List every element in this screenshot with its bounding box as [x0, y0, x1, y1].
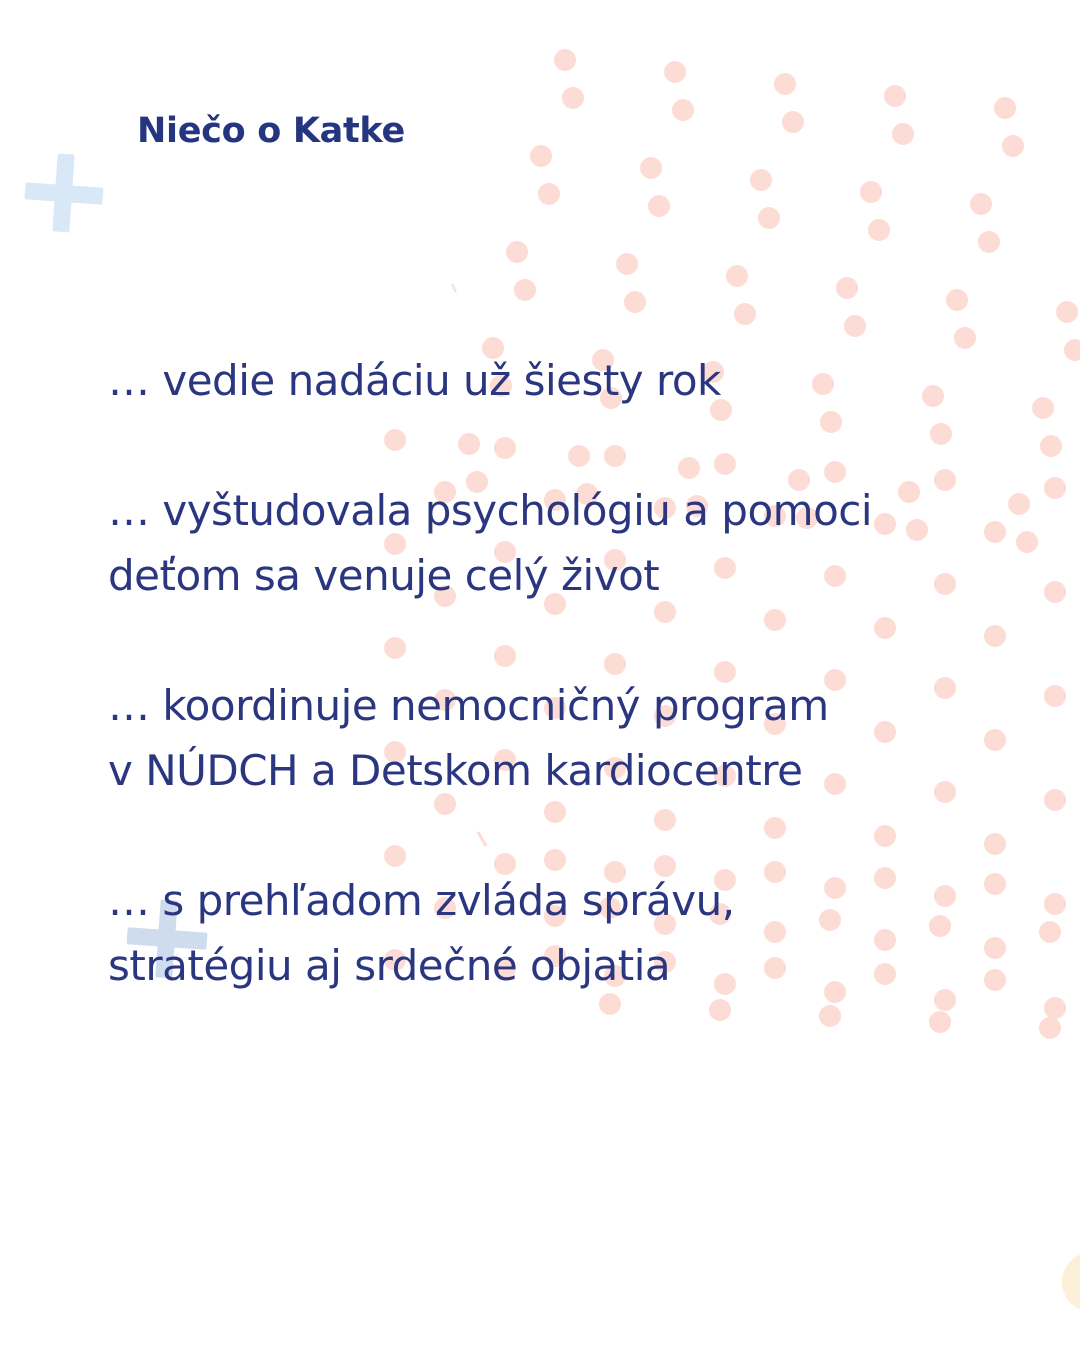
- decorative-dot: [1044, 997, 1066, 1019]
- decorative-dot: [874, 867, 896, 889]
- decorative-dot: [929, 915, 951, 937]
- decorative-dot: [458, 433, 480, 455]
- decorative-dot: [1039, 921, 1061, 943]
- decorative-dot: [874, 513, 896, 535]
- decorative-dot: [892, 123, 914, 145]
- decorative-dot: [874, 825, 896, 847]
- decorative-dot: [554, 49, 576, 71]
- fact-line: deťom sa venuje celý život: [108, 551, 660, 600]
- decorative-dot: [874, 721, 896, 743]
- decorative-dot: [764, 921, 786, 943]
- decorative-dot: [898, 481, 920, 503]
- decorative-dot: [506, 241, 528, 263]
- decorative-dot: [934, 781, 956, 803]
- decorative-dot: [984, 625, 1006, 647]
- decorative-dot: [934, 573, 956, 595]
- decorative-dot: [538, 183, 560, 205]
- decorative-dot: [764, 861, 786, 883]
- fact-line: v NÚDCH a Detskom kardiocentre: [108, 746, 803, 795]
- decorative-dot: [1064, 339, 1080, 361]
- decorative-dot: [860, 181, 882, 203]
- decorative-dot: [934, 677, 956, 699]
- decorative-dot: [1044, 477, 1066, 499]
- decorative-dot: [1044, 893, 1066, 915]
- decorative-dot: [836, 277, 858, 299]
- decorative-dot: [1008, 493, 1030, 515]
- decorative-dot: [934, 469, 956, 491]
- decorative-dot: [946, 289, 968, 311]
- decorative-dot: [984, 833, 1006, 855]
- decorative-dot: [1040, 435, 1062, 457]
- fact-item: [108, 673, 829, 803]
- decorative-dot: [984, 729, 1006, 751]
- decorative-dot: [514, 279, 536, 301]
- decorative-dot: [1044, 581, 1066, 603]
- decorative-dot: [604, 653, 626, 675]
- decorative-dot: [494, 645, 516, 667]
- decorative-dot: [1002, 135, 1024, 157]
- decorative-dot: [624, 291, 646, 313]
- decorative-dot: [1032, 397, 1054, 419]
- decorative-dot: [874, 617, 896, 639]
- decorative-dot: [494, 437, 516, 459]
- decorative-dot: [774, 73, 796, 95]
- fact-line: … vyštudovala psychológiu a pomoci: [108, 486, 873, 535]
- decorative-dot: [764, 817, 786, 839]
- decorative-dot: [868, 219, 890, 241]
- decorative-dot: [530, 145, 552, 167]
- decorative-dot: [568, 445, 590, 467]
- decorative-dot: [922, 385, 944, 407]
- small-accent-mark: [452, 284, 456, 292]
- decorative-dot: [640, 157, 662, 179]
- decorative-dot: [1039, 1017, 1061, 1039]
- decorative-dot: [384, 845, 406, 867]
- decorative-dot: [384, 429, 406, 451]
- decorative-dot: [709, 999, 731, 1021]
- plus-icon: [22, 152, 106, 234]
- fact-line: … vedie nadáciu už šiesty rok: [108, 356, 721, 405]
- decorative-dot: [664, 61, 686, 83]
- fact-item: [108, 868, 735, 998]
- decorative-dot: [954, 327, 976, 349]
- decorative-dot: [604, 445, 626, 467]
- decorative-dot: [819, 909, 841, 931]
- decorative-dot: [874, 929, 896, 951]
- fact-line: … s prehľadom zvláda správu,: [108, 876, 735, 925]
- decorative-dot: [874, 963, 896, 985]
- decorative-dot: [1044, 789, 1066, 811]
- decorative-dot: [934, 885, 956, 907]
- decorative-dot: [1056, 301, 1078, 323]
- decorative-dot: [970, 193, 992, 215]
- decorative-dot: [672, 99, 694, 121]
- decorative-dot: [984, 937, 1006, 959]
- fact-item: [108, 348, 721, 413]
- page-title: Niečo o Katke: [137, 111, 405, 151]
- decorative-dot: [1044, 685, 1066, 707]
- fact-item: [108, 478, 872, 608]
- decorative-dot: [824, 877, 846, 899]
- decorative-dot: [934, 989, 956, 1011]
- decorative-dot: [544, 801, 566, 823]
- decorative-dot: [844, 315, 866, 337]
- decorative-dot: [616, 253, 638, 275]
- decorative-dot: [714, 453, 736, 475]
- decorative-dot: [764, 957, 786, 979]
- fact-line: … koordinuje nemocničný program: [108, 681, 829, 730]
- decorative-dot: [984, 969, 1006, 991]
- decorative-dot: [1016, 531, 1038, 553]
- decorative-dot: [764, 609, 786, 631]
- decorative-dot: [884, 85, 906, 107]
- decorative-dot: [930, 423, 952, 445]
- decorative-dot: [750, 169, 772, 191]
- decorative-dot: [678, 457, 700, 479]
- decorative-dot: [648, 195, 670, 217]
- decorative-dot: [734, 303, 756, 325]
- small-accent-mark: [478, 832, 486, 846]
- decorative-dot: [984, 873, 1006, 895]
- decorative-dot: [978, 231, 1000, 253]
- decorative-dot: [929, 1011, 951, 1033]
- decorative-dot: [820, 411, 842, 433]
- fact-line: stratégiu aj srdečné objatia: [108, 941, 671, 990]
- decorative-dot: [824, 981, 846, 1003]
- decorative-dot: [562, 87, 584, 109]
- decorative-dot: [812, 373, 834, 395]
- decorative-dot: [654, 809, 676, 831]
- decorative-dot: [984, 521, 1006, 543]
- decorative-dot: [758, 207, 780, 229]
- decorative-dot: [994, 97, 1016, 119]
- decorative-dot: [782, 111, 804, 133]
- decorative-dot: [819, 1005, 841, 1027]
- decorative-dot: [384, 637, 406, 659]
- decorative-dot: [906, 519, 928, 541]
- decorative-dot: [726, 265, 748, 287]
